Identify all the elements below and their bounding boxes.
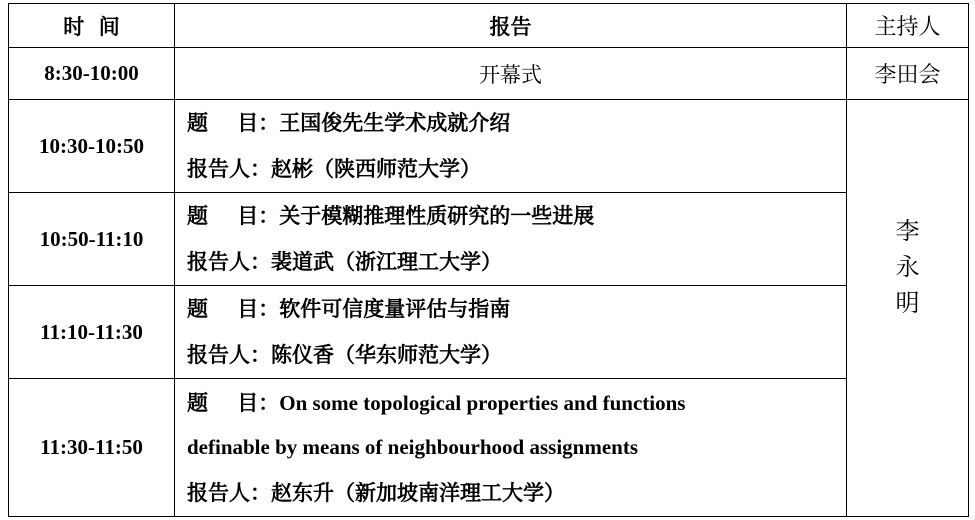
reporter-prefix: 报告人： bbox=[187, 342, 271, 367]
opening-host: 李田会 bbox=[847, 48, 969, 100]
talk-title: 软件可信度量评估与指南 bbox=[279, 296, 511, 321]
talk-reporter-line bbox=[187, 470, 846, 515]
session-host bbox=[847, 100, 969, 517]
session-host-char: 明 bbox=[895, 289, 920, 317]
talk-row bbox=[9, 100, 969, 193]
talk-cell bbox=[175, 100, 847, 193]
talk-reporter: 赵东升（新加坡南洋理工大学） bbox=[271, 480, 565, 505]
title-prefix: 题 目： bbox=[187, 110, 280, 135]
opening-row bbox=[9, 48, 969, 100]
title-prefix: 题 目： bbox=[187, 390, 280, 415]
talk-title-line: definable by means of neighbourhood assignments bbox=[187, 435, 638, 459]
talk-time: 11:10-11:30 bbox=[9, 286, 175, 379]
talk-reporter-line bbox=[187, 239, 846, 285]
reporter-prefix: 报告人： bbox=[187, 249, 271, 274]
talk-cell bbox=[175, 379, 847, 517]
talk-cell bbox=[175, 286, 847, 379]
talk-time: 10:50-11:10 bbox=[9, 193, 175, 286]
talk-title-line bbox=[187, 193, 846, 239]
header-host: 主持人 bbox=[847, 4, 969, 48]
talk-reporter-line bbox=[187, 146, 846, 192]
session-host-char: 李 bbox=[895, 217, 920, 245]
header-report: 报告 bbox=[175, 4, 847, 48]
talk-row bbox=[9, 193, 969, 286]
talk-row bbox=[9, 379, 969, 517]
talk-time: 10:30-10:50 bbox=[9, 100, 175, 193]
talk-time: 11:30-11:50 bbox=[9, 379, 175, 517]
talk-title: 王国俊先生学术成就介绍 bbox=[279, 110, 511, 135]
talk-reporter-line bbox=[187, 332, 846, 378]
talk-reporter: 陈仪香（华东师范大学） bbox=[271, 342, 502, 367]
title-prefix: 题 目： bbox=[187, 203, 280, 228]
talk-reporter: 裴道武（浙江理工大学） bbox=[271, 249, 502, 274]
opening-title: 开幕式 bbox=[175, 48, 847, 100]
talk-title-line bbox=[187, 286, 846, 332]
opening-time: 8:30-10:00 bbox=[9, 48, 175, 100]
reporter-prefix: 报告人： bbox=[187, 480, 271, 505]
title-prefix: 题 目： bbox=[187, 296, 280, 321]
header-time: 时 间 bbox=[9, 4, 175, 48]
reporter-prefix: 报告人： bbox=[187, 156, 271, 181]
talk-title: On some topological properties and functions bbox=[279, 391, 686, 415]
session-host-char: 永 bbox=[895, 253, 920, 281]
talk-row bbox=[9, 286, 969, 379]
talk-reporter: 赵彬（陕西师范大学） bbox=[271, 156, 481, 181]
schedule-table bbox=[8, 3, 969, 517]
talk-title: 关于模糊推理性质研究的一些进展 bbox=[279, 203, 595, 228]
talk-title-line bbox=[187, 380, 846, 425]
talk-cell bbox=[175, 193, 847, 286]
header-row bbox=[9, 4, 969, 48]
talk-title-line bbox=[187, 100, 846, 146]
